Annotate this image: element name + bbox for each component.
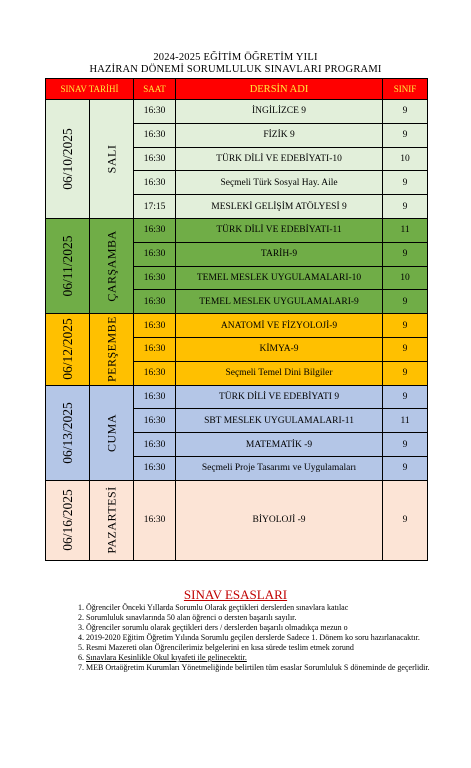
exam-day-text: SALI bbox=[104, 144, 118, 174]
exam-date bbox=[46, 218, 90, 313]
exam-day bbox=[90, 314, 134, 385]
esaslar-item: 2. Sorumluluk sınavlarında 50 alan öğrenci o dersten başarılı sayılır. bbox=[86, 613, 444, 623]
header-line-1: 2024-2025 EĞİTİM ÖĞRETİM YILI bbox=[153, 52, 318, 63]
exam-day bbox=[90, 385, 134, 480]
esaslar-list bbox=[68, 603, 444, 673]
ders-cell: FİZİK 9 bbox=[176, 123, 383, 147]
table-header-row bbox=[46, 79, 428, 100]
saat-cell: 16:30 bbox=[134, 456, 176, 480]
sinif-cell: 9 bbox=[383, 456, 428, 480]
sinif-cell: 9 bbox=[383, 337, 428, 361]
table-row bbox=[46, 314, 428, 338]
exam-date bbox=[46, 100, 90, 219]
schedule-table bbox=[45, 78, 428, 561]
saat-cell: 16:30 bbox=[134, 385, 176, 409]
ders-cell: Seçmeli Temel Dini Bilgiler bbox=[176, 361, 383, 385]
exam-date-text: 06/13/2025 bbox=[59, 401, 75, 464]
header-ders: DERSİN ADI bbox=[176, 79, 383, 100]
ders-cell: Seçmeli Türk Sosyal Hay. Aile bbox=[176, 171, 383, 195]
saat-cell: 16:30 bbox=[134, 361, 176, 385]
exam-day bbox=[90, 218, 134, 313]
exam-day-text: CUMA bbox=[104, 413, 118, 452]
exam-date bbox=[46, 314, 90, 385]
esaslar-item: 4. 2019-2020 Eğitim Öğretim Yılında Sorumlu geçilen derslerde Sadece 1. Dönem ko soru hazırlanacaktır. bbox=[86, 633, 444, 643]
exam-date-text: 06/10/2025 bbox=[59, 128, 75, 190]
exam-day-text: PERŞEMBE bbox=[104, 316, 118, 383]
header-saat: SAAT bbox=[134, 79, 176, 100]
sinif-cell: 10 bbox=[383, 266, 428, 290]
sinif-cell: 11 bbox=[383, 218, 428, 242]
sinif-cell: 10 bbox=[383, 147, 428, 171]
header-date: SINAV TARİHİ bbox=[46, 79, 134, 100]
ders-cell: MATEMATİK -9 bbox=[176, 433, 383, 457]
ders-cell: TEMEL MESLEK UYGULAMALARI-10 bbox=[176, 266, 383, 290]
schedule-body bbox=[46, 100, 428, 561]
saat-cell: 16:30 bbox=[134, 171, 176, 195]
saat-cell: 16:30 bbox=[134, 218, 176, 242]
saat-cell: 16:30 bbox=[134, 266, 176, 290]
ders-cell: SBT MESLEK UYGULAMALARI-11 bbox=[176, 409, 383, 433]
ders-cell: TÜRK DİLİ VE EDEBİYATI-10 bbox=[176, 147, 383, 171]
ders-cell: KİMYA-9 bbox=[176, 337, 383, 361]
sinif-cell: 9 bbox=[383, 385, 428, 409]
saat-cell: 16:30 bbox=[134, 337, 176, 361]
exam-day bbox=[90, 480, 134, 560]
table-row bbox=[46, 218, 428, 242]
esaslar-item: 3. Öğrenciler sorumlu olarak geçtikleri ders / derslerden başarılı olmadıkça mezun o bbox=[86, 623, 444, 633]
exam-day bbox=[90, 100, 134, 219]
ders-cell: TARİH-9 bbox=[176, 242, 383, 266]
exam-date-text: 06/16/2025 bbox=[59, 489, 75, 552]
header-sinif: SINIF bbox=[383, 79, 428, 100]
sinif-cell: 9 bbox=[383, 433, 428, 457]
saat-cell: 16:30 bbox=[134, 147, 176, 171]
esaslar-item: 7. MEB Ortaöğretim Kurumları Yönetmeliğinde belirtilen tüm esaslar Sorumluluk S döneminde de geçerlidir. bbox=[86, 663, 444, 673]
table-row bbox=[46, 480, 428, 560]
saat-cell: 16:30 bbox=[134, 290, 176, 314]
exam-date-text: 06/11/2025 bbox=[59, 235, 75, 297]
sinif-cell: 9 bbox=[383, 480, 428, 560]
ders-cell: TEMEL MESLEK UYGULAMALARI-9 bbox=[176, 290, 383, 314]
exam-day-text: PAZARTESİ bbox=[104, 486, 118, 554]
sinif-cell: 9 bbox=[383, 361, 428, 385]
ders-cell: İNGİLİZCE 9 bbox=[176, 100, 383, 124]
esaslar-item: 1. Öğrenciler Önceki Yıllarda Sorumlu Olarak geçtikleri derslerden sınavlara katılac bbox=[86, 603, 444, 613]
ders-cell: Seçmeli Proje Tasarımı ve Uygulamaları bbox=[176, 456, 383, 480]
sinif-cell: 9 bbox=[383, 123, 428, 147]
saat-cell: 16:30 bbox=[134, 480, 176, 560]
saat-cell: 16:30 bbox=[134, 242, 176, 266]
table-row bbox=[46, 385, 428, 409]
saat-cell: 17:15 bbox=[134, 195, 176, 219]
sinif-cell: 9 bbox=[383, 100, 428, 124]
sinif-cell: 11 bbox=[383, 409, 428, 433]
saat-cell: 16:30 bbox=[134, 433, 176, 457]
saat-cell: 16:30 bbox=[134, 100, 176, 124]
esaslar-item: 6. Sınavlara Kesinlikle Okul kıyafeti ile gelinecektir. bbox=[86, 653, 444, 663]
ders-cell: ANATOMİ VE FİZYOLOJİ-9 bbox=[176, 314, 383, 338]
ders-cell: BİYOLOJİ -9 bbox=[176, 480, 383, 560]
header-line-2: HAZİRAN DÖNEMİ SORUMLULUK SINAVLARI PROGRAMI bbox=[89, 64, 382, 75]
ders-cell: TÜRK DİLİ VE EDEBİYATI 9 bbox=[176, 385, 383, 409]
table-row bbox=[46, 100, 428, 124]
sinif-cell: 9 bbox=[383, 290, 428, 314]
saat-cell: 16:30 bbox=[134, 409, 176, 433]
exam-day-text: ÇARŞAMBA bbox=[104, 230, 118, 302]
exam-date bbox=[46, 480, 90, 560]
sinif-cell: 9 bbox=[383, 314, 428, 338]
esaslar-title: SINAV ESASLARI bbox=[183, 587, 288, 602]
sinif-cell: 9 bbox=[383, 195, 428, 219]
exam-date bbox=[46, 385, 90, 480]
exam-date-text: 06/12/2025 bbox=[59, 318, 75, 381]
sinif-cell: 9 bbox=[383, 171, 428, 195]
ders-cell: MESLEKİ GELİŞİM ATÖLYESİ 9 bbox=[176, 195, 383, 219]
saat-cell: 16:30 bbox=[134, 123, 176, 147]
sinif-cell: 9 bbox=[383, 242, 428, 266]
ders-cell: TÜRK DİLİ VE EDEBİYATI-11 bbox=[176, 218, 383, 242]
saat-cell: 16:30 bbox=[134, 314, 176, 338]
esaslar-item: 5. Resmi Mazereti olan Öğrencilerimiz belgelerini en kısa sürede teslim etmek zorund bbox=[86, 643, 444, 653]
